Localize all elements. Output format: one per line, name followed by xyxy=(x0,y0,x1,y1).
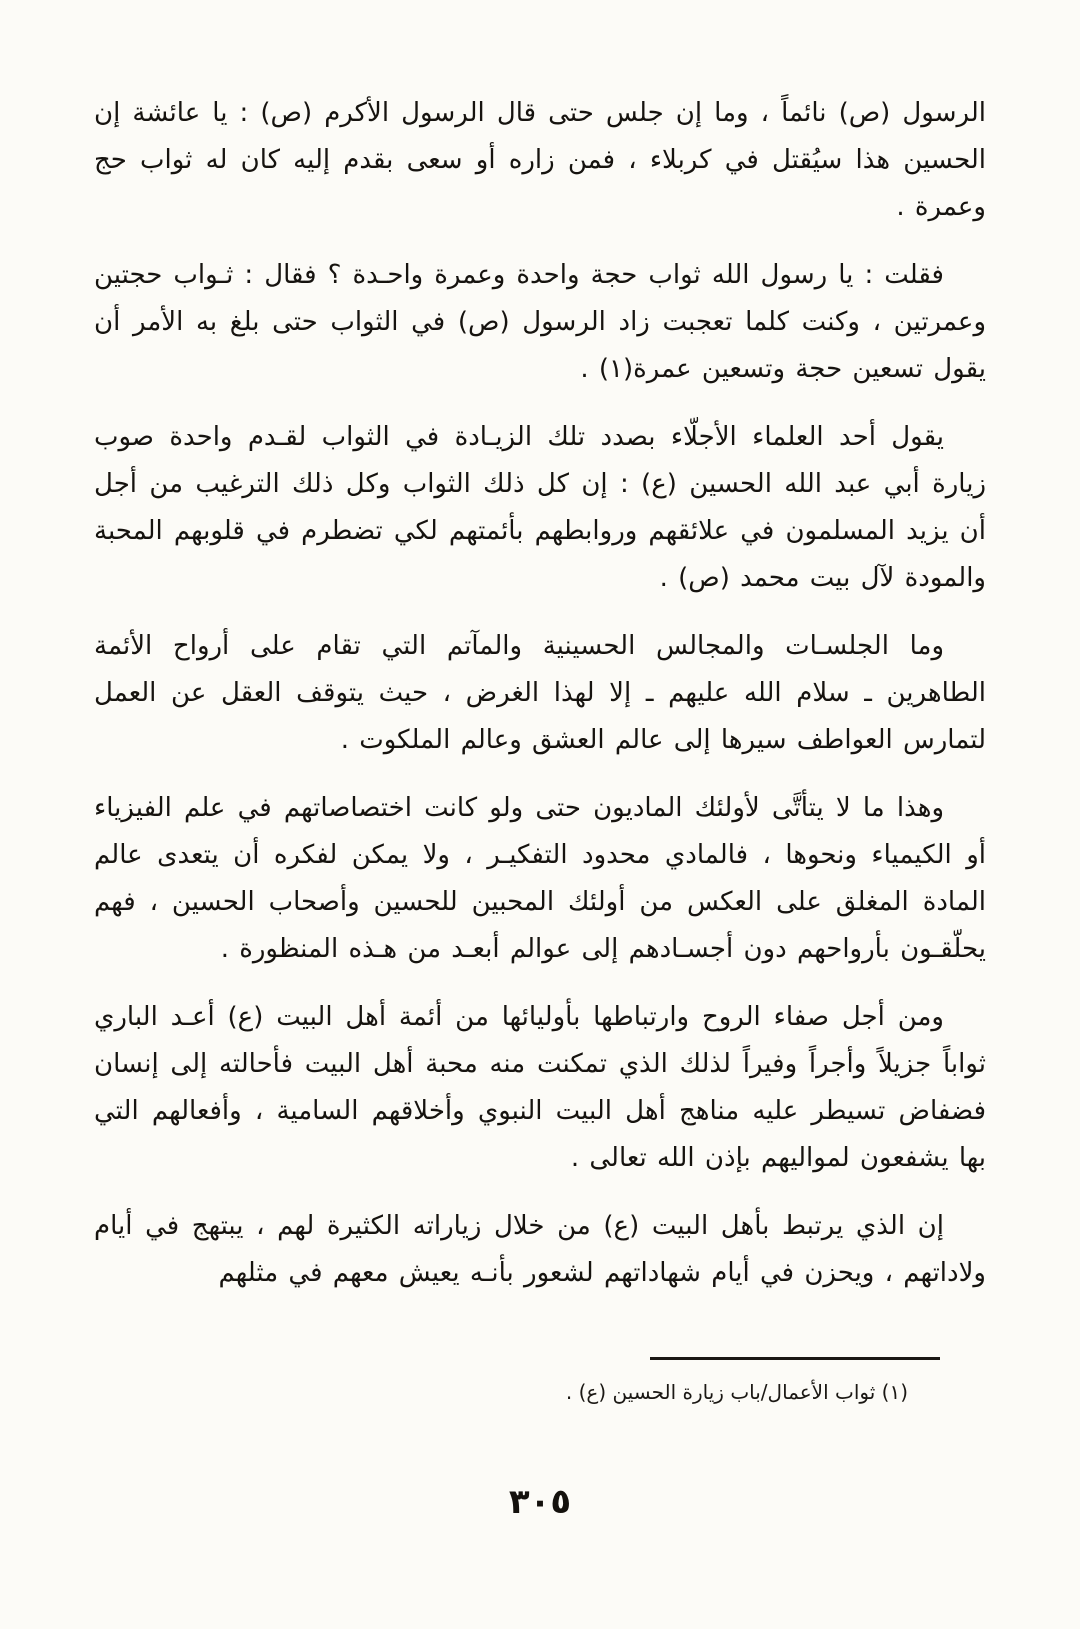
footnote-text: (١) ثواب الأعمال/باب زيارة الحسين (ع) . xyxy=(565,1380,908,1404)
body-paragraph: وما الجلسـات والمجالس الحسينية والمآتم التي تقام على أرواح الأئمة الطاهرين ـ سلام الله عليهم ـ إلا لهذا الغرض ، حيث يتوقف العقل عن العمل لتمارس العواطف سيرها إلى عالم العشق وعالم الملكوت . xyxy=(94,631,986,755)
body-paragraph: ومن أجل صفاء الروح وارتباطها بأوليائها من أئمة أهل البيت (ع) أعـد الباري ثواباً جزيلاً وأجراً وفيراً لذلك الذي تمكنت منه محبة أهل البيت فأحالته إلى إنسان فضفاض تسيطر عليه مناهج أهل البيت النبوي وأخلاقهم السامية ، وأفعالهم التي بها يشفعون لمواليهم بإذن الله تعالى . xyxy=(94,1002,986,1173)
page-number: ٣٠٥ xyxy=(508,1482,572,1522)
body-paragraph: فقلت : يا رسول الله ثواب حجة واحدة وعمرة واحـدة ؟ فقال : ثـواب حجتين وعمرتين ، وكنت كلما تعجبت زاد الرسول (ص) في الثواب حتى بلغ به الأمر أن يقول تسعين حجة وتسعين عمرة(١) . xyxy=(94,260,986,384)
body-paragraph: وهذا ما لا يتأتَّى لأولئك الماديون حتى ولو كانت اختصاصاتهم في علم الفيزياء أو الكيمياء ونحوها ، فالمادي محدود التفكيـر ، ولا يمكن لفكره أن يتعدى عالم المادة المغلق على العكس من أولئك المحبين للحسين وأصحاب الحسين ، فهم يحلّقـون بأرواحهم دون أجسـادهم إلى عوالم أبعـد من هـذه المنظورة . xyxy=(94,793,986,964)
body-paragraph: الرسول (ص) نائماً ، وما إن جلس حتى قال الرسول الأكرم (ص) : يا عائشة إن الحسين هذا سيُقتل في كربلاء ، فمن زاره أو سعى بقدم إليه كان له ثواب حج وعمرة . xyxy=(94,98,986,222)
body-paragraph: إن الذي يرتبط بأهل البيت (ع) من خلال زياراته الكثيرة لهم ، يبتهج في أيام ولاداتهم ، ويحزن في أيام شهاداتهم لشعور بأنـه يعيش معهم في مثلهم xyxy=(94,1211,986,1288)
page-body xyxy=(94,90,986,1318)
footnote-separator-rule xyxy=(650,1357,940,1360)
body-paragraph: يقول أحد العلماء الأجلّاء بصدد تلك الزيـادة في الثواب لقـدم واحدة صوب زيارة أبي عبد الله الحسين (ع) : إن كل ذلك الثواب وكل ذلك الترغيب من أجل أن يزيد المسلمون في علائقهم وروابطهم بأئمتهم لكي تضطرم في قلوبهم المحبة والمودة لآل بيت محمد (ص) . xyxy=(94,422,986,593)
